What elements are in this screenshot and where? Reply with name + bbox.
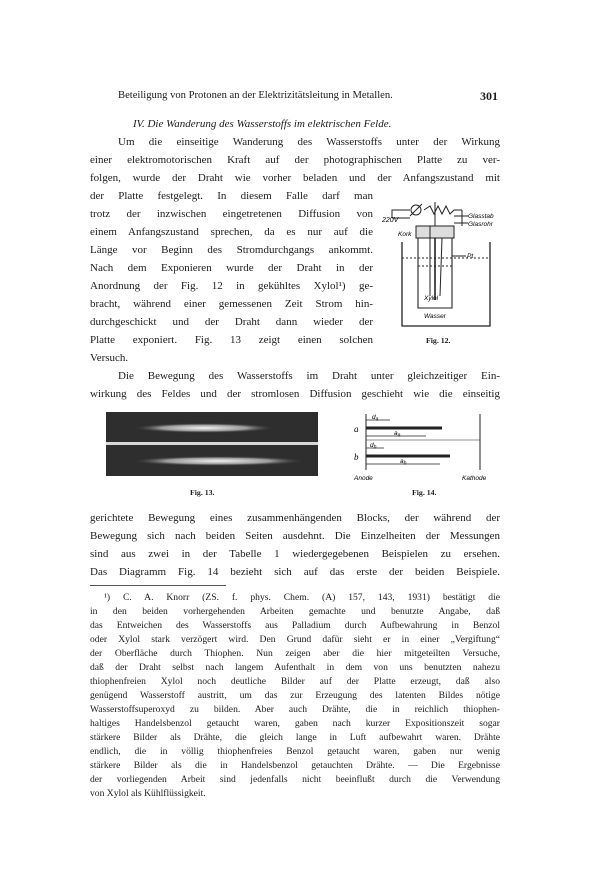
svg-text:aa xyxy=(394,430,401,439)
label-a-a: a xyxy=(394,430,398,437)
running-header xyxy=(118,90,498,101)
footnote-line: thiophenfreien Xylol noch deutliche Bilder auf der Platte erzeugt, daß also xyxy=(90,676,500,687)
footnote-line: von Xylol als Kühlflüssigkeit. xyxy=(90,788,206,799)
text-line: Bewegung sich nach beiden Seiten ausdehnt. Die Einzelheiten der Messungen xyxy=(90,530,500,542)
label-wasser: Wasser xyxy=(424,313,446,320)
label-220v: 220V xyxy=(382,217,399,224)
label-row-a: a xyxy=(354,424,359,434)
footnote-line: endlich, die in völlig thiophenfreies Benzol getaucht waren, gaben nur wenig xyxy=(90,746,500,757)
label-d-a: d xyxy=(372,414,376,421)
text-line: Anordnung der Fig. 12 in gekühltes Xylol¹) ge- xyxy=(90,280,373,292)
footnote-line: stärkere Bilder als Drähte, die gleich lange in Luft aufbewahrt waren. Drähte xyxy=(90,732,500,743)
page-number: 301 xyxy=(480,89,498,103)
running-title: Beteiligung von Protonen an der Elektrizitätsleitung in Metallen. xyxy=(118,90,393,101)
label-glasrohr: Glasrohr xyxy=(468,221,493,228)
footnote-line: stärkere Bilder als die in Handelsbenzol getauchten Drähte. — Die Ergebnisse xyxy=(90,760,500,771)
text-line: folgen, wurde der Draht wie vorher beladen und der Anfangszustand mit xyxy=(90,172,500,184)
label-d-b-sub: b xyxy=(373,444,377,451)
footnote-line: ¹) C. A. Knorr (ZS. f. phys. Chem. (A) 157, 143, 1931) bestätigt die xyxy=(104,592,500,603)
text-line: Die Bewegung des Wasserstoffs im Draht unter gleichzeitiger Ein- xyxy=(118,370,500,382)
label-xylol: Xylol xyxy=(424,295,439,302)
text-line: einer elektromotorischen Kraft auf der photographischen Platte zu ver- xyxy=(90,154,500,166)
footnote-line: der Oberfläche durch Thiophen. Nun zeigen aber die hier mitgeteilten Versuche, xyxy=(90,648,500,659)
svg-text:ab xyxy=(400,458,407,467)
text-line: Länge vor Beginn des Stromdurchgangs ankommt. xyxy=(90,244,373,256)
label-a-b: a xyxy=(400,458,404,465)
text-line: Um die einseitige Wanderung des Wasserstoffs unter der Wirkung xyxy=(118,136,500,148)
figure-12-caption: Fig. 12. xyxy=(426,336,451,345)
label-kathode: Kathode xyxy=(462,475,487,482)
text-line: sind aus zwei in der Tabelle 1 wiedergegebenen Beispielen zu ersehen. xyxy=(90,548,500,560)
text-line: Nach dem Exponieren wurde der Draht in der xyxy=(90,262,373,274)
footnote-line: daß der Draht selbst nach langem Aufenthalt in dem von uns benutzten nahezu xyxy=(90,662,500,673)
label-a-b-sub: b xyxy=(403,460,407,467)
label-d-a-sub: a xyxy=(375,416,379,423)
text-line: Platte exponiert. Fig. 13 zeigt einen solchen xyxy=(90,334,373,346)
text-line: wirkung des Feldes und der stromlosen Diffusion geschieht wie die einseitig xyxy=(90,388,500,400)
resistor-symbol xyxy=(424,206,462,214)
figure-12-apparatus xyxy=(380,196,505,338)
label-glasstab: Glasstab xyxy=(468,213,494,220)
label-a-a-sub: a xyxy=(397,432,401,439)
text-line: gerichtete Bewegung eines zusammenhängenden Blocks, der während der xyxy=(90,512,500,524)
label-pt: Pt xyxy=(467,253,474,260)
text-line: Das Diagramm Fig. 14 bezieht sich auf das erste der beiden Beispiele. xyxy=(90,566,500,578)
figure-14-diagram xyxy=(350,410,500,484)
label-kork: Kork xyxy=(398,231,412,238)
text-line: Versuch. xyxy=(90,352,129,364)
label-anode: Anode xyxy=(354,475,373,482)
figure-13-caption: Fig. 13. xyxy=(190,488,215,497)
footnote-line: genügend Wasserstoff austritt, um das zur Erzeugung des latenten Bildes nötige xyxy=(90,690,500,701)
text-line: einem Anfangszustand sprechen, da es nur auf die xyxy=(90,226,373,238)
footnote-line: haltiges Handelsbenzol getaucht waren, gaben nach kurzer Expositionszeit sogar xyxy=(90,718,500,729)
figure-14-caption: Fig. 14. xyxy=(412,488,437,497)
svg-text:db xyxy=(370,442,377,451)
svg-text:da xyxy=(372,414,379,423)
text-line: der Platte festgelegt. In diesem Falle darf man xyxy=(90,190,373,202)
text-line: trotz der inzwischen eingetretenen Diffusion von xyxy=(90,208,373,220)
footnote-line: in den beiden vorhergehenden Arbeiten gemachte und benutzte Angabe, daß xyxy=(90,606,500,617)
hydrogen-band-top xyxy=(132,423,276,433)
text-line: durchgeschickt und der Draht dann wieder der xyxy=(90,316,373,328)
section-title: IV. Die Wanderung des Wasserstoffs im elektrischen Felde. xyxy=(133,118,392,130)
figure-13-photograph xyxy=(106,412,318,476)
footnote-line: Wasserstoffsuperoxyd zu bilden. Aber auch Drähte, die in reichlich thiophen- xyxy=(90,704,500,715)
footnote-line: oder Xylol stark verzögert wird. Den Grund dafür sieht er in einer „Vergiftung“ xyxy=(90,634,500,645)
hydrogen-band-bottom xyxy=(130,456,306,466)
footnote-rule xyxy=(90,585,226,586)
label-d-b: d xyxy=(370,442,374,449)
footnote-line: der vorliegenden Arbeit sind jedenfalls nicht beeinflußt durch die Verwendung xyxy=(90,774,500,785)
text-line: bracht, während einer gemessenen Zeit Strom hin- xyxy=(90,298,373,310)
label-row-b: b xyxy=(354,452,359,462)
footnote-line: das Entweichen des Wasserstoffs aus Palladium durch Aufbewahrung in Benzol xyxy=(90,620,500,631)
